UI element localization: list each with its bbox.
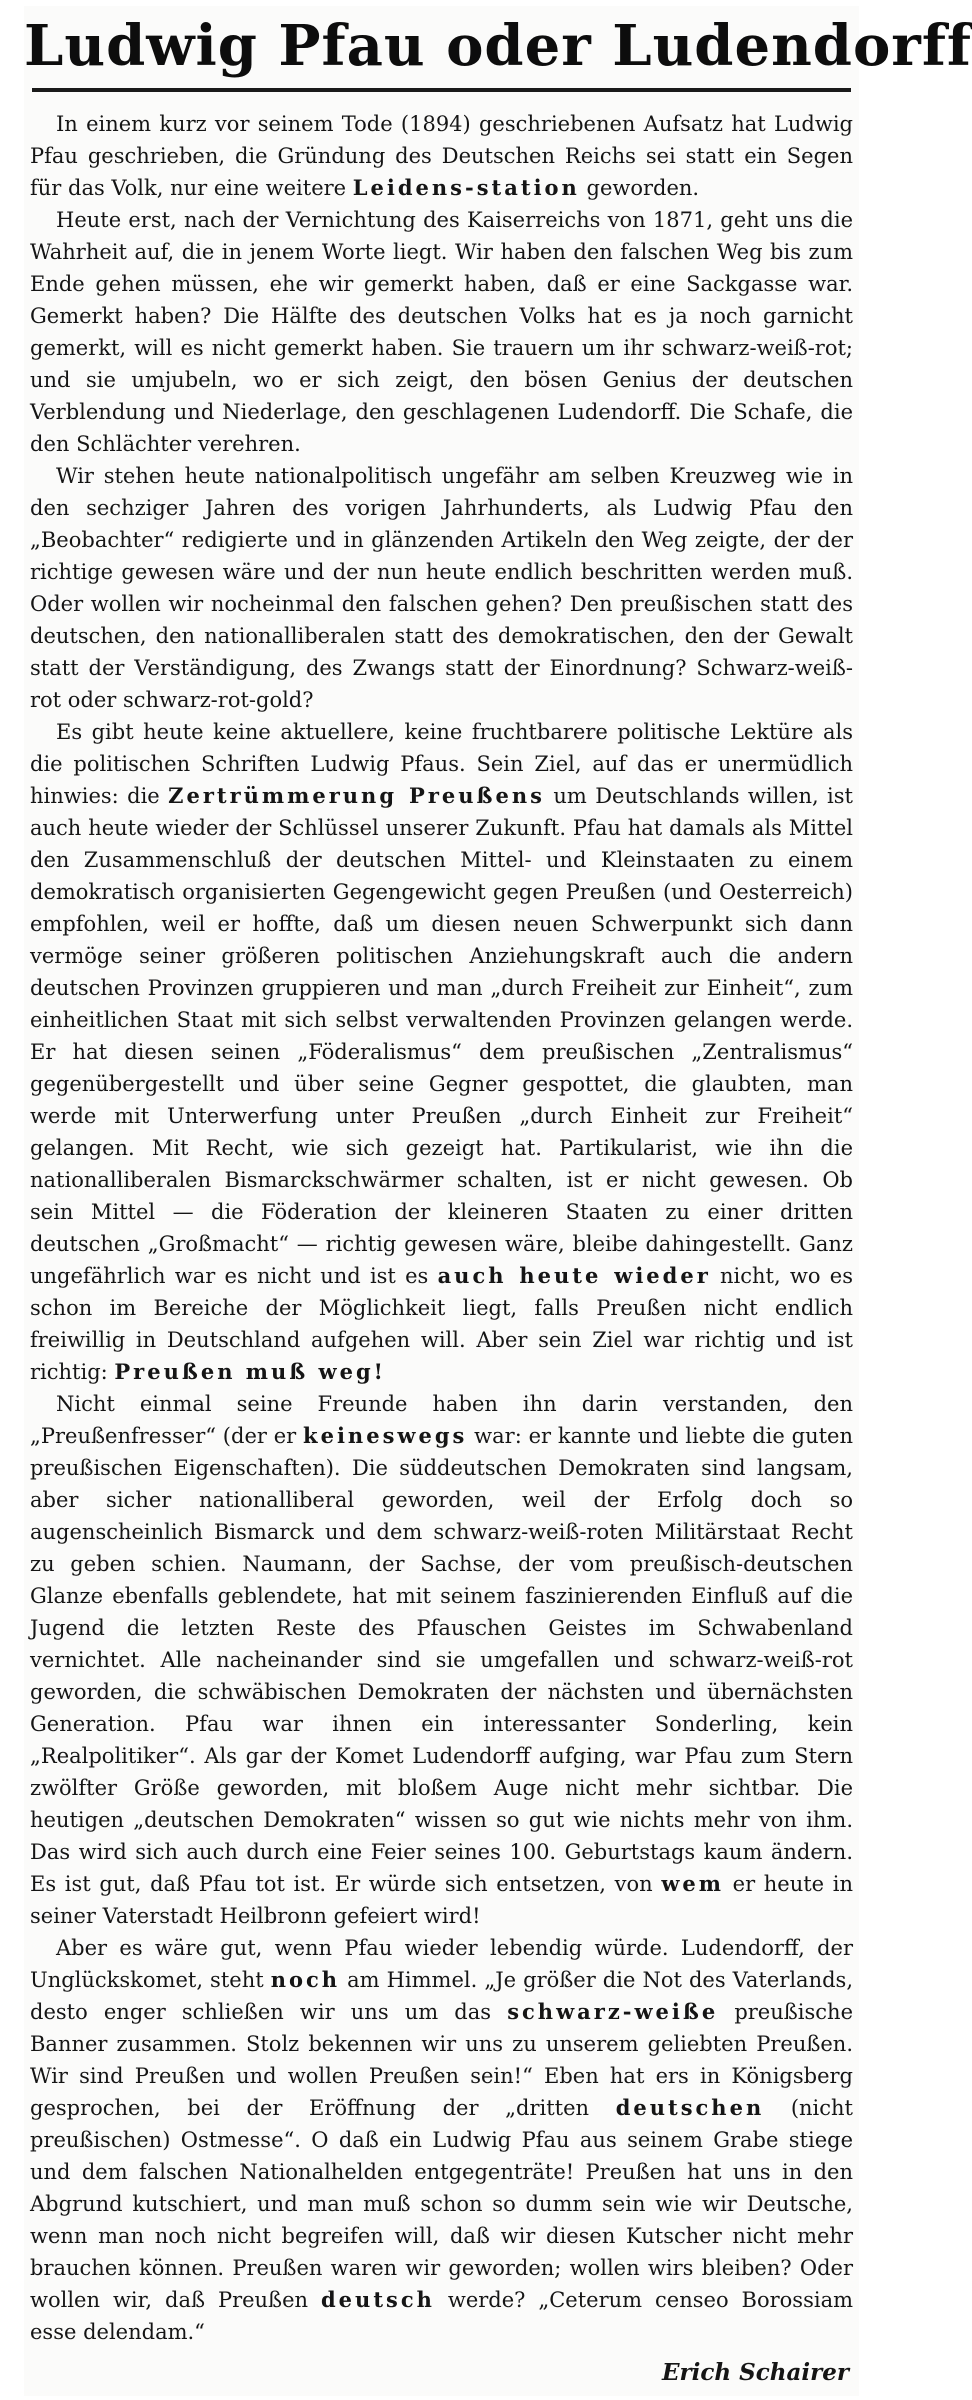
spaced-emphasis: keineswegs (303, 1423, 468, 1448)
article-paragraph (30, 1388, 853, 1932)
headline-rule (32, 88, 851, 92)
paragraph-text: (nicht preußischen) Ostmesse“. O daß ein Ludwig Pfau aus seinem Grabe stiege und dem falschen Nationalhelden entgegenträte! Preußen hat uns in den Abgrund kutschiert, und man muß schon so dumm sein wie wir Deutsche, wenn man noch nicht begreifen will, daß wir diesen Kutscher nicht mehr brauchen können. Preußen waren wir geworden; wollen wirs bleiben? Oder wollen wir, daß Preußen (30, 2096, 853, 2312)
paragraph-text: werde? „Ceterum censeo Borossiam esse delendam.“ (30, 2288, 853, 2344)
spaced-emphasis: station (476, 175, 580, 200)
paragraph-text: nicht, wo es schon im Bereiche der Möglichkeit liegt, falls Preußen nicht endlich freiwillig in Deutschland aufgehen will. Aber sein Ziel war richtig und ist richtig: (30, 1264, 853, 1384)
spaced-emphasis: schwarz-weiße (507, 1999, 719, 2024)
paragraph-text: er heute in seiner Vaterstadt Heilbronn gefeiert wird! (30, 1872, 854, 1928)
article-paragraph (30, 108, 853, 204)
article-paragraph (30, 204, 853, 460)
spaced-emphasis: auch heute wieder (437, 1263, 711, 1288)
paragraph-text: Es gibt heute keine aktuellere, keine fruchtbarere politische Lektüre als die politischen Schriften Ludwig Pfaus. Sein Ziel, auf das er unermüdlich hinwies: die (30, 720, 853, 808)
paragraph-text: Aber es wäre gut, wenn Pfau wieder lebendig würde. Ludendorff, der Unglückskomet, steht (30, 1936, 853, 1992)
paragraph-text: Heute erst, nach der Vernichtung des Kaiserreichs von 1871, geht uns die Wahrheit auf, die in jenem Worte liegt. Wir haben den falschen Weg bis zum Ende gehen müssen, ehe wir gemerkt haben, daß er eine Sackgasse war. Gemerkt haben? Die Hälfte des deutschen Volks hat es ja noch garnicht gemerkt, will es nicht gemerkt haben. Sie trauern um ihr schwarz-weiß-rot; und sie umjubeln, wo er sich zeigt, den bösen Genius der deutschen Verblendung und Niederlage, den geschlagenen Ludendorff. Die Schafe, die den Schlächter verehren. (30, 208, 853, 456)
paragraph-text: am Himmel. „Je größer die Not des Vaterlands, desto enger schließen wir uns um das (30, 1968, 853, 2024)
spaced-emphasis: Leidens- (352, 175, 477, 200)
newspaper-clipping (24, 6, 972, 2396)
paragraph-text: Wir stehen heute nationalpolitisch ungefähr am selben Kreuzweg wie in den sechziger Jahren des vorigen Jahrhunderts, als Ludwig Pfau den „Beobachter“ redigierte und in glänzenden Artikeln den Weg zeigte, der der richtige gewesen wäre und der nun heute endlich beschritten werden muß. Oder wollen wir nocheinmal den falschen gehen? Den preußischen statt des deutschen, den nationalliberalen statt des demokratischen, den der Gewalt statt der Verständigung, des Zwangs statt der Einordnung? Schwarz-weiß-rot oder schwarz-rot-gold? (30, 464, 853, 712)
spaced-emphasis: Zertrümmerung Preußens (168, 783, 545, 808)
spaced-emphasis: wem (661, 1871, 724, 1896)
article-body (30, 108, 853, 2348)
author-signature: Erich Schairer (662, 2359, 849, 2386)
paragraph-text: Nicht einmal seine Freunde haben ihn darin verstanden, den „Preußenfresser“ (der er (30, 1392, 853, 1448)
paragraph-text: In einem kurz vor seinem Tode (1894) geschriebenen Aufsatz hat Ludwig Pfau geschrieben, die Gründung des Deutschen Reichs sei statt ein Segen für das Volk, nur eine weitere (30, 112, 853, 200)
spaced-emphasis: deutsch (321, 2287, 435, 2312)
headline: Ludwig Pfau oder Ludendorff (24, 13, 972, 79)
article-paragraph (30, 1932, 853, 2348)
spaced-emphasis: noch (270, 1967, 341, 1992)
article-paragraph (30, 460, 853, 716)
paragraph-text: um Deutschlands willen, ist auch heute wieder der Schlüssel unserer Zukunft. Pfau hat damals als Mittel den Zusammenschluß der deutschen Mittel- und Kleinstaaten zu einem demokratisch organisierten Gegengewicht gegen Preußen (und Oesterreich) empfohlen, weil er hoffte, daß um diesen neuen Schwerpunkt sich dann vermöge seiner größeren politischen Anziehungskraft auch die andern deutschen Provinzen gruppieren und man „durch Freiheit zur Einheit“, zum einheitlichen Staat mit sich selbst verwaltenden Provinzen gelangen werde. Er hat diesen seinen „Föderalismus“ dem preußischen „Zentralismus“ gegenübergestellt und über seine Gegner gespottet, die glaubten, man werde mit Unterwerfung unter Preußen „durch Einheit zur Freiheit“ gelangen. Mit Recht, wie sich gezeigt hat. Partikularist, wie ihn die nationalliberalen Bismarckschwärmer schalten, ist er nicht gewesen. Ob sein Mittel — die Föderation der kleineren Staaten zu einer dritten deutschen „Großmacht“ — richtig gewesen wäre, bleibe dahingestellt. Ganz ungefährlich war es nicht und ist es (30, 784, 853, 1288)
spaced-emphasis: Preußen muß weg! (114, 1359, 386, 1384)
paragraph-text: preußische Banner zusammen. Stolz bekennen wir uns zu unserem geliebten Preußen. Wir sind Preußen und wollen Preußen sein!“ Eben hat ers in Königsberg gesprochen, bei der Eröffnung der „dritten (30, 2000, 853, 2120)
paragraph-text: war: er kannte und liebte die guten preußischen Eigenschaften). Die süddeutschen Demokraten sind langsam, aber sicher nationalliberal geworden, weil der Erfolg doch so augenscheinlich Bismarck und dem schwarz-weiß-roten Militärstaat Recht zu geben schien. Naumann, der Sachse, der vom preußisch-deutschen Glanze ebenfalls geblendete, hat mit seinem faszinierenden Einfluß auf die Jugend die letzten Reste des Pfauschen Geistes im Schwabenland vernichtet. Alle nacheinander sind sie umgefallen und schwarz-weiß-rot geworden, die schwäbischen Demokraten der nächsten und übernächsten Generation. Pfau war ihnen ein interessanter Sonderling, kein „Realpolitiker“. Als gar der Komet Ludendorff aufging, war Pfau zum Stern zwölfter Größe geworden, mit bloßem Auge nicht mehr sichtbar. Die heutigen „deutschen Demokraten“ wissen so gut wie nichts mehr von ihm. Das wird sich auch durch eine Feier seines 100. Geburtstags kaum ändern. Es ist gut, daß Pfau tot ist. Er würde sich entsetzen, von (30, 1424, 853, 1896)
article-paragraph (30, 716, 853, 1388)
spaced-emphasis: deutschen (615, 2095, 765, 2120)
paragraph-text: geworden. (579, 176, 700, 200)
